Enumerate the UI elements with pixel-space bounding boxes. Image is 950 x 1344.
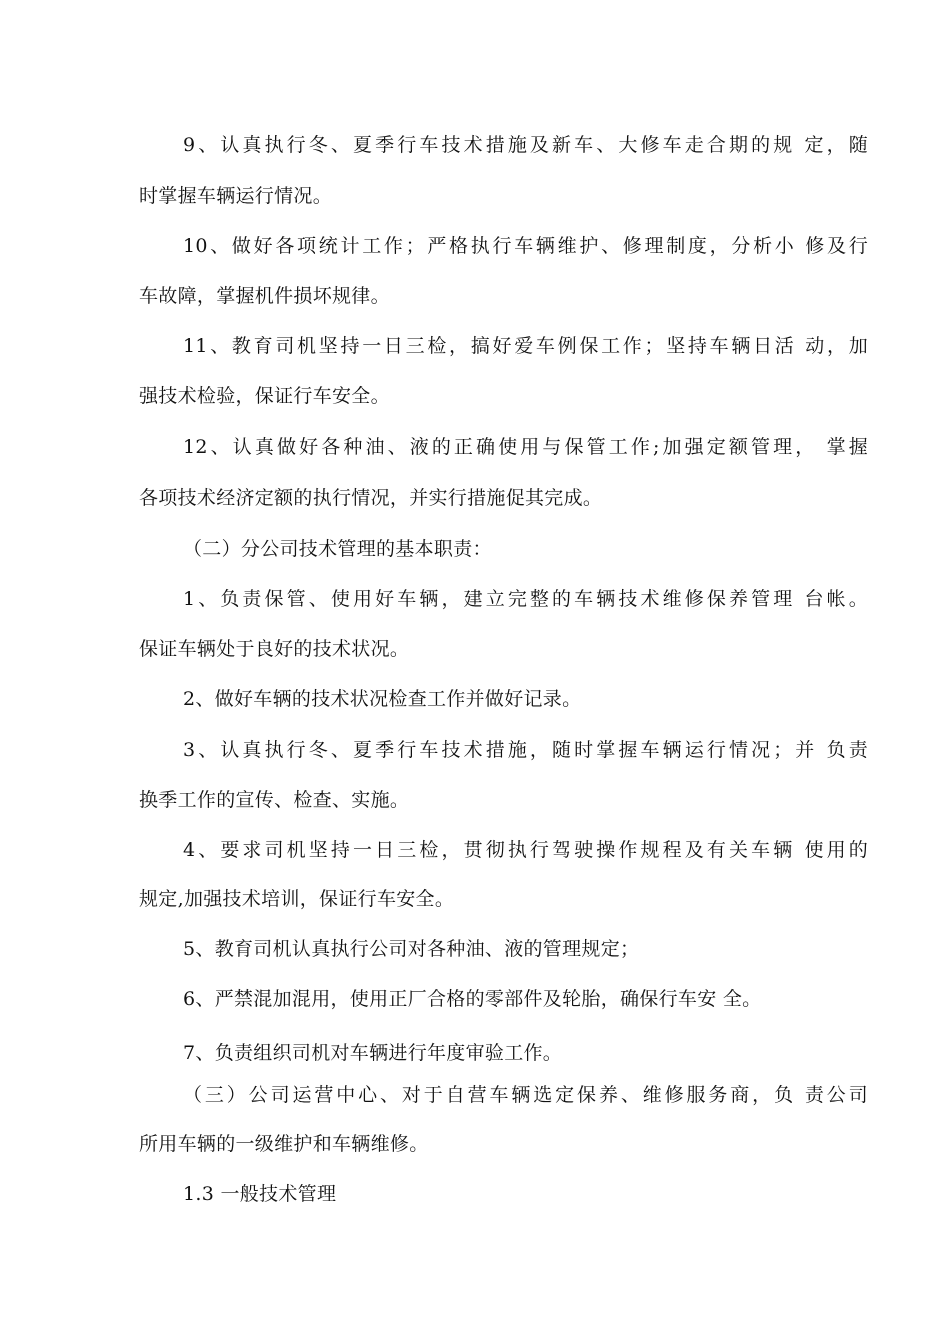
duty-3-line-2: 换季工作的宣传、检查、实施。 — [139, 789, 410, 811]
duty-2: 2、做好车辆的技术状况检查工作并做好记录。 — [183, 688, 582, 710]
paragraph-11-line-1: 11、教育司机坚持一日三检，搞好爱车例保工作；坚持车辆日活 动，加 — [183, 335, 868, 357]
paragraph-10-line-1: 10、做好各项统计工作；严格执行车辆维护、修理制度，分析小 修及行 — [183, 235, 868, 257]
duty-4-line-2: 规定,加强技术培训，保证行车安全。 — [139, 888, 455, 910]
paragraph-12-line-1: 12、认真做好各种油、液的正确使用与保管工作;加强定额管理， 掌握 — [183, 436, 868, 458]
duty-1-line-2: 保证车辆处于良好的技术状况。 — [139, 638, 410, 660]
paragraph-12-line-2: 各项技术经济定额的执行情况，并实行措施促其完成。 — [139, 487, 603, 509]
duty-7: 7、负责组织司机对车辆进行年度审验工作。 — [183, 1042, 563, 1064]
section-3-line-2: 所用车辆的一级维护和车辆维修。 — [139, 1133, 429, 1155]
paragraph-9-line-1: 9、认真执行冬、夏季行车技术措施及新车、大修车走合期的规 定，随 — [183, 134, 868, 156]
paragraph-10-line-2: 车故障，掌握机件损坏规律。 — [139, 285, 390, 307]
section-heading-2: （二）分公司技术管理的基本职责： — [183, 538, 492, 560]
duty-6: 6、严禁混加混用，使用正厂合格的零部件及轮胎，确保行车安 全。 — [183, 988, 762, 1010]
duty-5: 5、教育司机认真执行公司对各种油、液的管理规定； — [183, 938, 640, 960]
duty-3-line-1: 3、认真执行冬、夏季行车技术措施，随时掌握车辆运行情况；并 负责 — [183, 739, 868, 761]
duty-1-line-1: 1、负责保管、使用好车辆，建立完整的车辆技术维修保养管理 台帐。 — [183, 588, 868, 610]
section-3-line-1: （三）公司运营中心、对于自营车辆选定保养、维修服务商，负 责公司 — [183, 1084, 868, 1106]
duty-4-line-1: 4、要求司机坚持一日三检，贯彻执行驾驶操作规程及有关车辆 使用的 — [183, 839, 868, 861]
paragraph-9-line-2: 时掌握车辆运行情况。 — [139, 185, 333, 207]
paragraph-11-line-2: 强技术检验，保证行车安全。 — [139, 385, 390, 407]
section-heading-1-3: 1.3 一般技术管理 — [183, 1183, 337, 1205]
